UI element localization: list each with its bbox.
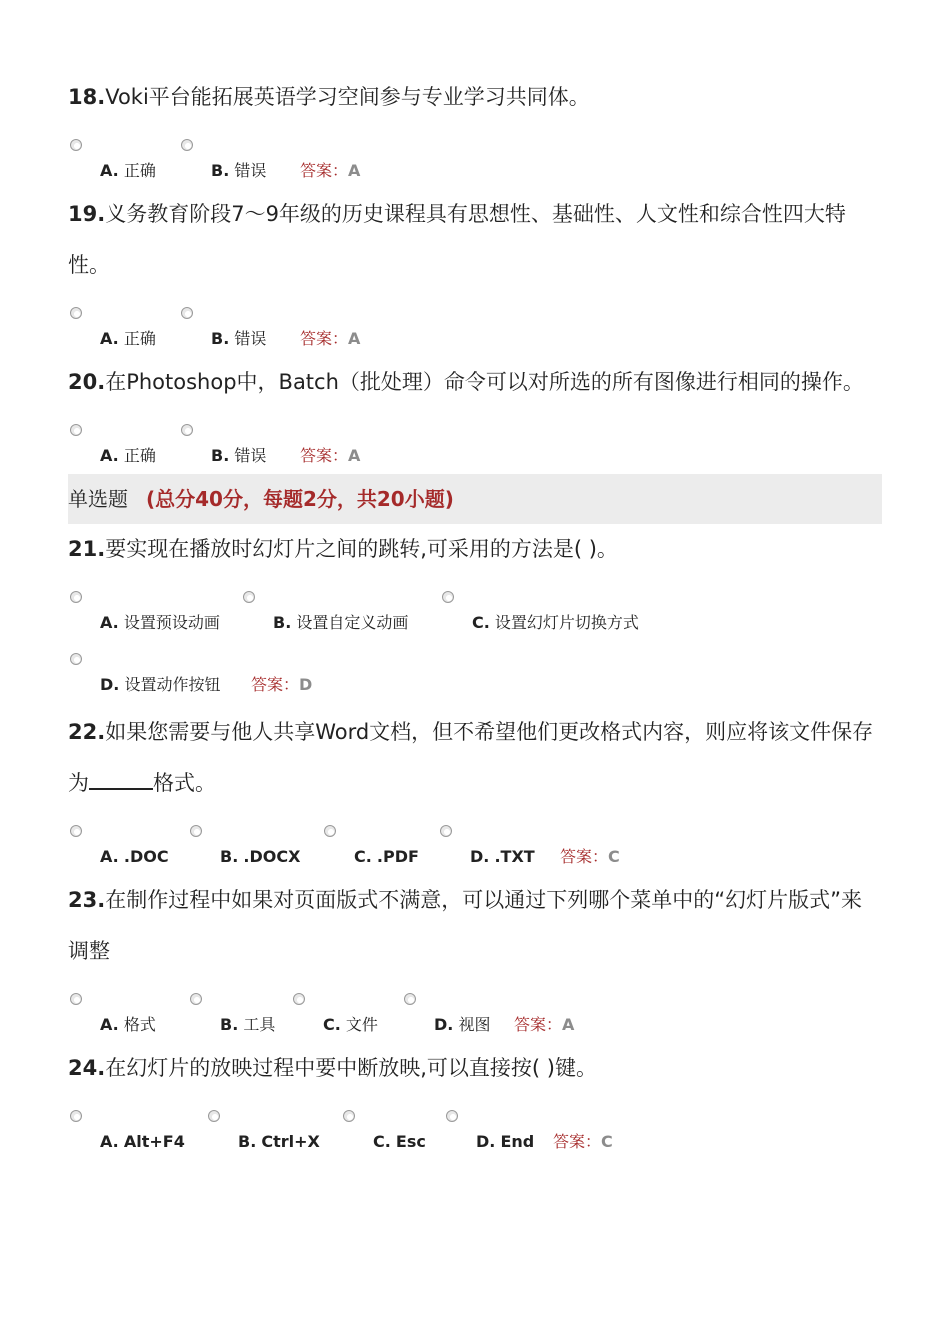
question-number: 19. — [68, 202, 106, 226]
question-21 — [68, 524, 882, 701]
radio-button[interactable] — [181, 424, 193, 436]
option-group — [68, 991, 882, 1037]
option-letter: D. — [434, 1015, 454, 1034]
option-letter: B. — [220, 847, 239, 866]
option-text: 错误 — [234, 446, 267, 465]
option-text: End — [500, 1132, 535, 1151]
exam-page — [68, 72, 882, 1160]
section-title: 单选题 — [68, 487, 128, 511]
question-body: 如果您需要与他人共享Word文档，但不希望他们更改格式内容，则应将该文件保存为 — [68, 720, 874, 795]
option-group — [68, 422, 882, 468]
option-letter: B. — [211, 446, 230, 465]
answer-label: 答案： — [251, 675, 300, 694]
option-text: Alt+F4 — [123, 1132, 185, 1151]
radio-button[interactable] — [324, 825, 336, 837]
question-text — [68, 875, 882, 977]
option-letter: A. — [100, 613, 119, 632]
question-body: Voki平台能拓展英语学习空间参与专业学习共同体。 — [105, 85, 590, 109]
question-number: 18. — [68, 85, 106, 109]
answer-label: 答案： — [300, 446, 349, 465]
answer-label: 答案： — [300, 329, 349, 348]
radio-button[interactable] — [343, 1110, 355, 1122]
answer-label: 答案： — [300, 161, 349, 180]
option-group — [68, 137, 882, 183]
question-body: 义务教育阶段7～9年级的历史课程具有思想性、基础性、人文性和综合性四大特性。 — [68, 202, 846, 277]
option-text: 正确 — [123, 329, 156, 348]
answer-label: 答案： — [514, 1015, 563, 1034]
option-letter: B. — [211, 329, 230, 348]
question-number: 24. — [68, 1056, 106, 1080]
answer-value: A — [348, 446, 361, 465]
section-info: (总分40分，每题2分，共20小题) — [146, 487, 454, 511]
radio-button[interactable] — [190, 993, 202, 1005]
answer — [553, 1132, 613, 1152]
answer — [300, 329, 360, 349]
option-letter: B. — [273, 613, 292, 632]
option-group — [68, 823, 882, 869]
question-number: 22. — [68, 720, 106, 744]
radio-button[interactable] — [243, 591, 255, 603]
radio-button[interactable] — [70, 653, 82, 665]
option-text: 视图 — [458, 1015, 491, 1034]
question-number: 21. — [68, 537, 106, 561]
option-letter: A. — [100, 1015, 119, 1034]
radio-button[interactable] — [70, 139, 82, 151]
answer — [514, 1015, 574, 1035]
question-text — [68, 524, 882, 575]
option-text: 正确 — [123, 161, 156, 180]
option-letter: A. — [100, 847, 119, 866]
option-text: 设置动作按钮 — [124, 675, 221, 694]
question-text — [68, 1043, 882, 1094]
option-text: .DOC — [123, 847, 169, 866]
question-number: 23. — [68, 888, 106, 912]
answer-label: 答案： — [553, 1132, 602, 1151]
option-group — [68, 1108, 882, 1154]
radio-button[interactable] — [181, 139, 193, 151]
question-number: 20. — [68, 370, 106, 394]
radio-button[interactable] — [190, 825, 202, 837]
answer-value: A — [348, 329, 361, 348]
option-text: 工具 — [243, 1015, 276, 1034]
question-body: 在Photoshop中，Batch（批处理）命令可以对所选的所有图像进行相同的操作。 — [105, 370, 864, 394]
option-text: .PDF — [376, 847, 419, 866]
answer-value: A — [348, 161, 361, 180]
option-letter: A. — [100, 329, 119, 348]
option-text: 错误 — [234, 161, 267, 180]
option-letter: B. — [211, 161, 230, 180]
option-letter: A. — [100, 446, 119, 465]
radio-button[interactable] — [404, 993, 416, 1005]
option-text: .DOCX — [243, 847, 301, 866]
radio-button[interactable] — [70, 993, 82, 1005]
radio-button[interactable] — [70, 591, 82, 603]
option-text: 设置幻灯片切换方式 — [494, 613, 639, 632]
question-text — [68, 72, 882, 123]
radio-button[interactable] — [446, 1110, 458, 1122]
fill-blank — [89, 768, 153, 790]
radio-button[interactable] — [181, 307, 193, 319]
option-text: Esc — [395, 1132, 426, 1151]
radio-button[interactable] — [70, 1110, 82, 1122]
option-text: 错误 — [234, 329, 267, 348]
option-letter: C. — [472, 613, 490, 632]
option-letter: D. — [476, 1132, 496, 1151]
option-group — [68, 305, 882, 351]
option-letter: D. — [100, 675, 120, 694]
answer-value: A — [562, 1015, 575, 1034]
question-body-end: 格式。 — [153, 771, 216, 795]
answer — [560, 847, 620, 867]
option-text: 正确 — [123, 446, 156, 465]
question-23 — [68, 875, 882, 1037]
radio-button[interactable] — [440, 825, 452, 837]
option-text: 设置自定义动画 — [296, 613, 409, 632]
answer — [251, 675, 312, 695]
section-header — [68, 474, 882, 524]
question-22 — [68, 707, 882, 869]
answer — [300, 161, 360, 181]
question-body: 在制作过程中如果对页面版式不满意，可以通过下列哪个菜单中的“幻灯片版式”来调整 — [68, 888, 862, 963]
radio-button[interactable] — [208, 1110, 220, 1122]
option-letter: C. — [323, 1015, 341, 1034]
radio-button[interactable] — [70, 825, 82, 837]
option-text: 设置预设动画 — [123, 613, 220, 632]
question-18 — [68, 72, 882, 183]
answer-label: 答案： — [560, 847, 609, 866]
answer-value: C — [608, 847, 620, 866]
option-letter: C. — [354, 847, 372, 866]
option-text: .TXT — [494, 847, 535, 866]
option-letter: B. — [238, 1132, 257, 1151]
option-letter: B. — [220, 1015, 239, 1034]
option-text: Ctrl+X — [261, 1132, 320, 1151]
option-text: 文件 — [345, 1015, 378, 1034]
question-text — [68, 189, 882, 291]
option-letter: C. — [373, 1132, 391, 1151]
question-24 — [68, 1043, 882, 1154]
radio-button[interactable] — [70, 424, 82, 436]
question-text — [68, 707, 882, 809]
question-19 — [68, 189, 882, 351]
question-text — [68, 357, 882, 408]
option-group — [68, 589, 882, 701]
question-20 — [68, 357, 882, 468]
radio-button[interactable] — [442, 591, 454, 603]
radio-button[interactable] — [293, 993, 305, 1005]
question-body: 在幻灯片的放映过程中要中断放映,可以直接按( )键。 — [105, 1056, 597, 1080]
radio-button[interactable] — [70, 307, 82, 319]
question-body: 要实现在播放时幻灯片之间的跳转,可采用的方法是( )。 — [105, 537, 618, 561]
option-letter: D. — [470, 847, 490, 866]
answer-value: C — [601, 1132, 613, 1151]
answer — [300, 446, 360, 466]
option-letter: A. — [100, 1132, 119, 1151]
option-text: 格式 — [123, 1015, 156, 1034]
option-letter: A. — [100, 161, 119, 180]
answer-value: D — [299, 675, 313, 694]
